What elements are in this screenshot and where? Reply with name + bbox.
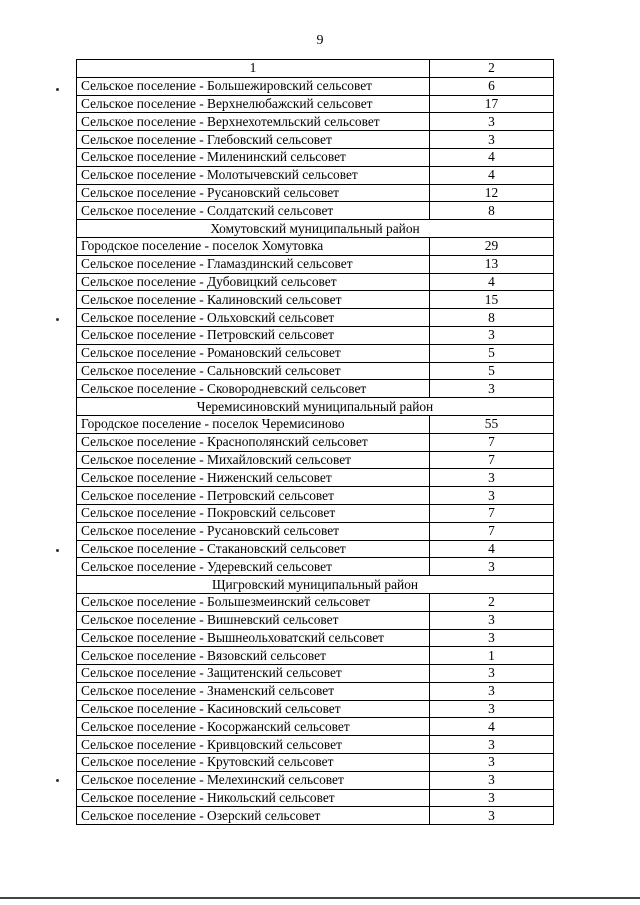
- settlement-value: 17: [430, 95, 554, 113]
- settlements-table-body: [77, 60, 554, 825]
- settlement-name: Сельское поселение - Калиновский сельсовет: [77, 291, 430, 309]
- settlement-value: 13: [430, 255, 554, 273]
- settlement-value: 3: [430, 771, 554, 789]
- settlement-value: 4: [430, 718, 554, 736]
- settlement-name: Сельское поселение - Большезмеинский сельсовет: [77, 593, 430, 611]
- table-row: [77, 665, 554, 683]
- settlement-name: Сельское поселение - Дубовицкий сельсовет: [77, 273, 430, 291]
- settlement-value: 3: [430, 469, 554, 487]
- settlement-value: 5: [430, 362, 554, 380]
- settlement-value: 29: [430, 237, 554, 255]
- table-row: [77, 593, 554, 611]
- table-row: [77, 807, 554, 825]
- settlement-name: Сельское поселение - Романовский сельсовет: [77, 344, 430, 362]
- table-row: [77, 522, 554, 540]
- district-header-row: [77, 220, 554, 238]
- table-row: [77, 611, 554, 629]
- table-row: [77, 237, 554, 255]
- settlement-name: Сельское поселение - Петровский сельсовет: [77, 326, 430, 344]
- settlement-value: 6: [430, 77, 554, 95]
- settlement-value: 3: [430, 665, 554, 683]
- settlement-value: 3: [430, 789, 554, 807]
- table-row: [77, 451, 554, 469]
- page-number: 9: [316, 33, 324, 48]
- table-row: [77, 344, 554, 362]
- settlement-value: 55: [430, 415, 554, 433]
- settlement-value: 3: [430, 736, 554, 754]
- settlement-value: 4: [430, 148, 554, 166]
- settlement-name: Сельское поселение - Удеревский сельсовет: [77, 558, 430, 576]
- table-row: [77, 700, 554, 718]
- table-row: [77, 771, 554, 789]
- settlement-name: Сельское поселение - Глебовский сельсовет: [77, 131, 430, 149]
- settlement-name: Сельское поселение - Покровский сельсовет: [77, 504, 430, 522]
- settlement-value: 8: [430, 309, 554, 327]
- settlement-name: Сельское поселение - Защитенский сельсовет: [77, 665, 430, 683]
- settlement-value: 7: [430, 522, 554, 540]
- table-row: [77, 77, 554, 95]
- table-row: [77, 754, 554, 772]
- district-header-row: [77, 576, 554, 594]
- table-row: [77, 558, 554, 576]
- table-row: [77, 184, 554, 202]
- settlement-value: 4: [430, 540, 554, 558]
- table-row: [77, 736, 554, 754]
- settlement-name: Сельское поселение - Крутовский сельсовет: [77, 754, 430, 772]
- settlement-value: 4: [430, 166, 554, 184]
- settlement-value: 3: [430, 807, 554, 825]
- settlement-name: Сельское поселение - Косоржанский сельсовет: [77, 718, 430, 736]
- settlement-name: Сельское поселение - Знаменский сельсовет: [77, 682, 430, 700]
- table-row: [77, 95, 554, 113]
- settlement-name: Сельское поселение - Вишневский сельсовет: [77, 611, 430, 629]
- settlement-name: Сельское поселение - Гламаздинский сельсовет: [77, 255, 430, 273]
- scan-edge-line: [0, 897, 640, 899]
- table-header-row: [77, 60, 554, 78]
- settlement-name: Сельское поселение - Петровский сельсовет: [77, 487, 430, 505]
- table-row: [77, 113, 554, 131]
- settlement-name: Сельское поселение - Никольский сельсовет: [77, 789, 430, 807]
- table-row: [77, 469, 554, 487]
- settlement-value: 5: [430, 344, 554, 362]
- margin-mark: [56, 779, 59, 782]
- settlement-name: Сельское поселение - Солдатский сельсовет: [77, 202, 430, 220]
- table-row: [77, 255, 554, 273]
- settlement-value: 3: [430, 611, 554, 629]
- table-row: [77, 166, 554, 184]
- settlement-value: 7: [430, 433, 554, 451]
- table-row: [77, 131, 554, 149]
- table-row: [77, 647, 554, 665]
- margin-mark: [56, 318, 59, 321]
- settlement-name: Сельское поселение - Краснополянский сельсовет: [77, 433, 430, 451]
- settlement-name: Городское поселение - поселок Хомутовка: [77, 237, 430, 255]
- settlement-value: 7: [430, 451, 554, 469]
- table-row: [77, 789, 554, 807]
- settlement-value: 7: [430, 504, 554, 522]
- table-row: [77, 433, 554, 451]
- table-row: [77, 540, 554, 558]
- table-row: [77, 504, 554, 522]
- column-header-2: 2: [430, 60, 554, 78]
- table-row: [77, 682, 554, 700]
- settlement-name: Сельское поселение - Сковородневский сельсовет: [77, 380, 430, 398]
- district-name: Хомутовский муниципальный район: [77, 220, 554, 238]
- settlement-value: 3: [430, 380, 554, 398]
- settlement-value: 2: [430, 593, 554, 611]
- table-row: [77, 202, 554, 220]
- settlement-name: Сельское поселение - Ниженский сельсовет: [77, 469, 430, 487]
- settlement-value: 15: [430, 291, 554, 309]
- settlement-name: Сельское поселение - Верхнелюбажский сельсовет: [77, 95, 430, 113]
- district-name: Щигровский муниципальный район: [77, 576, 554, 594]
- settlement-value: 3: [430, 113, 554, 131]
- table-row: [77, 362, 554, 380]
- settlement-value: 3: [430, 754, 554, 772]
- column-header-1: 1: [77, 60, 430, 78]
- settlement-value: 8: [430, 202, 554, 220]
- settlement-value: 3: [430, 682, 554, 700]
- settlement-value: 3: [430, 700, 554, 718]
- table-row: [77, 629, 554, 647]
- table-row: [77, 487, 554, 505]
- table-row: [77, 326, 554, 344]
- settlements-table: [76, 59, 554, 825]
- settlement-name: Сельское поселение - Сальновский сельсовет: [77, 362, 430, 380]
- table-row: [77, 380, 554, 398]
- settlement-value: 3: [430, 131, 554, 149]
- settlement-value: 4: [430, 273, 554, 291]
- settlement-value: 3: [430, 326, 554, 344]
- margin-mark: [56, 88, 59, 91]
- settlement-name: Сельское поселение - Стакановский сельсовет: [77, 540, 430, 558]
- table-row: [77, 291, 554, 309]
- settlement-value: 3: [430, 558, 554, 576]
- table-row: [77, 309, 554, 327]
- settlement-name: Сельское поселение - Верхнехотемльский сельсовет: [77, 113, 430, 131]
- table-row: [77, 415, 554, 433]
- settlement-name: Сельское поселение - Большежировский сельсовет: [77, 77, 430, 95]
- settlement-name: Сельское поселение - Вышнеольховатский сельсовет: [77, 629, 430, 647]
- district-header-row: [77, 398, 554, 416]
- settlement-name: Сельское поселение - Ольховский сельсовет: [77, 309, 430, 327]
- settlement-value: 3: [430, 487, 554, 505]
- settlement-name: Сельское поселение - Мелехинский сельсовет: [77, 771, 430, 789]
- table-row: [77, 718, 554, 736]
- settlement-name: Сельское поселение - Молотычевский сельсовет: [77, 166, 430, 184]
- district-name: Черемисиновский муниципальный район: [77, 398, 554, 416]
- settlement-name: Сельское поселение - Русановский сельсовет: [77, 184, 430, 202]
- table-row: [77, 273, 554, 291]
- settlement-value: 1: [430, 647, 554, 665]
- settlement-name: Сельское поселение - Вязовский сельсовет: [77, 647, 430, 665]
- settlement-value: 3: [430, 629, 554, 647]
- margin-mark: [56, 549, 59, 552]
- settlement-name: Городское поселение - поселок Черемисиново: [77, 415, 430, 433]
- settlement-name: Сельское поселение - Миленинский сельсовет: [77, 148, 430, 166]
- settlement-value: 12: [430, 184, 554, 202]
- settlement-name: Сельское поселение - Русановский сельсовет: [77, 522, 430, 540]
- settlement-name: Сельское поселение - Кривцовский сельсовет: [77, 736, 430, 754]
- table-row: [77, 148, 554, 166]
- settlement-name: Сельское поселение - Касиновский сельсовет: [77, 700, 430, 718]
- settlement-name: Сельское поселение - Озерский сельсовет: [77, 807, 430, 825]
- settlement-name: Сельское поселение - Михайловский сельсовет: [77, 451, 430, 469]
